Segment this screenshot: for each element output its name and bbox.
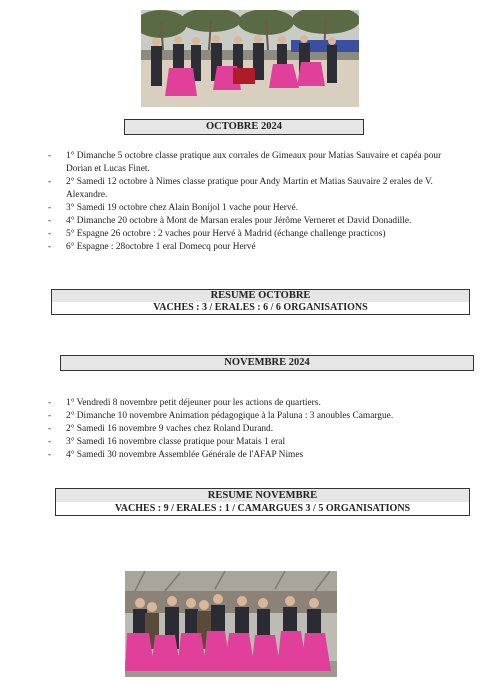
resume-octobre-line: VACHES : 3 / ERALES : 6 / 6 ORGANISATIONS bbox=[51, 302, 470, 315]
list-item: - 5° Espagne 26 octobre : 2 vaches pour Hervé à Madrid (échange challenge practicos) bbox=[48, 229, 386, 239]
resume-octobre-title: RESUME OCTOBRE bbox=[51, 289, 470, 303]
list-item: - 6° Espagne : 28octobre 1 eral Domecq pour Hervé bbox=[48, 242, 256, 252]
resume-novembre-title: RESUME NOVEMBRE bbox=[55, 488, 470, 503]
novembre-title: NOVEMBRE 2024 bbox=[60, 355, 474, 371]
list-item: - 1° Vendredi 8 novembre petit déjeuner pour les actions de quartiers. bbox=[48, 398, 321, 408]
top-photo bbox=[141, 10, 359, 107]
list-item: - 1° Dimanche 5 octobre classe pratique aux corrales de Gimeaux pour Matias Sauvaire et capéa pour Dorian et Lucas Finet. bbox=[48, 151, 442, 174]
list-item: - 3° Samedi 16 novembre classe pratique pour Matais 1 eral bbox=[48, 437, 286, 447]
octobre-title: OCTOBRE 2024 bbox=[124, 119, 364, 135]
resume-novembre-line: VACHES : 9 / ERALES : 1 / CAMARGUES 3 / 5 ORGANISATIONS bbox=[55, 502, 470, 516]
list-item: - 4° Dimanche 20 octobre à Mont de Marsan erales pour Jérôme Verneret et David Donadille. bbox=[48, 216, 412, 226]
bottom-photo bbox=[125, 571, 337, 677]
list-item: - 3° Samedi 19 octobre chez Alain Bonijol 1 vache pour Hervé. bbox=[48, 203, 299, 213]
list-item: - 2° Samedi 12 octobre à Nimes classe pratique pour Andy Martin et Matias Sauvaire 2 erales de V. Alexandre. bbox=[48, 177, 433, 200]
list-item: - 4° Samedi 30 novembre Assemblée Générale de l'AFAP Nimes bbox=[48, 450, 304, 460]
octobre-list bbox=[48, 150, 468, 254]
list-item: - 2° Samedi 16 novembre 9 vaches chez Roland Durand. bbox=[48, 424, 274, 434]
list-item: - 2° Dimanche 10 novembre Animation pédagogique à la Paluna : 3 anoubles Camargue. bbox=[48, 411, 394, 421]
novembre-list bbox=[48, 397, 468, 462]
